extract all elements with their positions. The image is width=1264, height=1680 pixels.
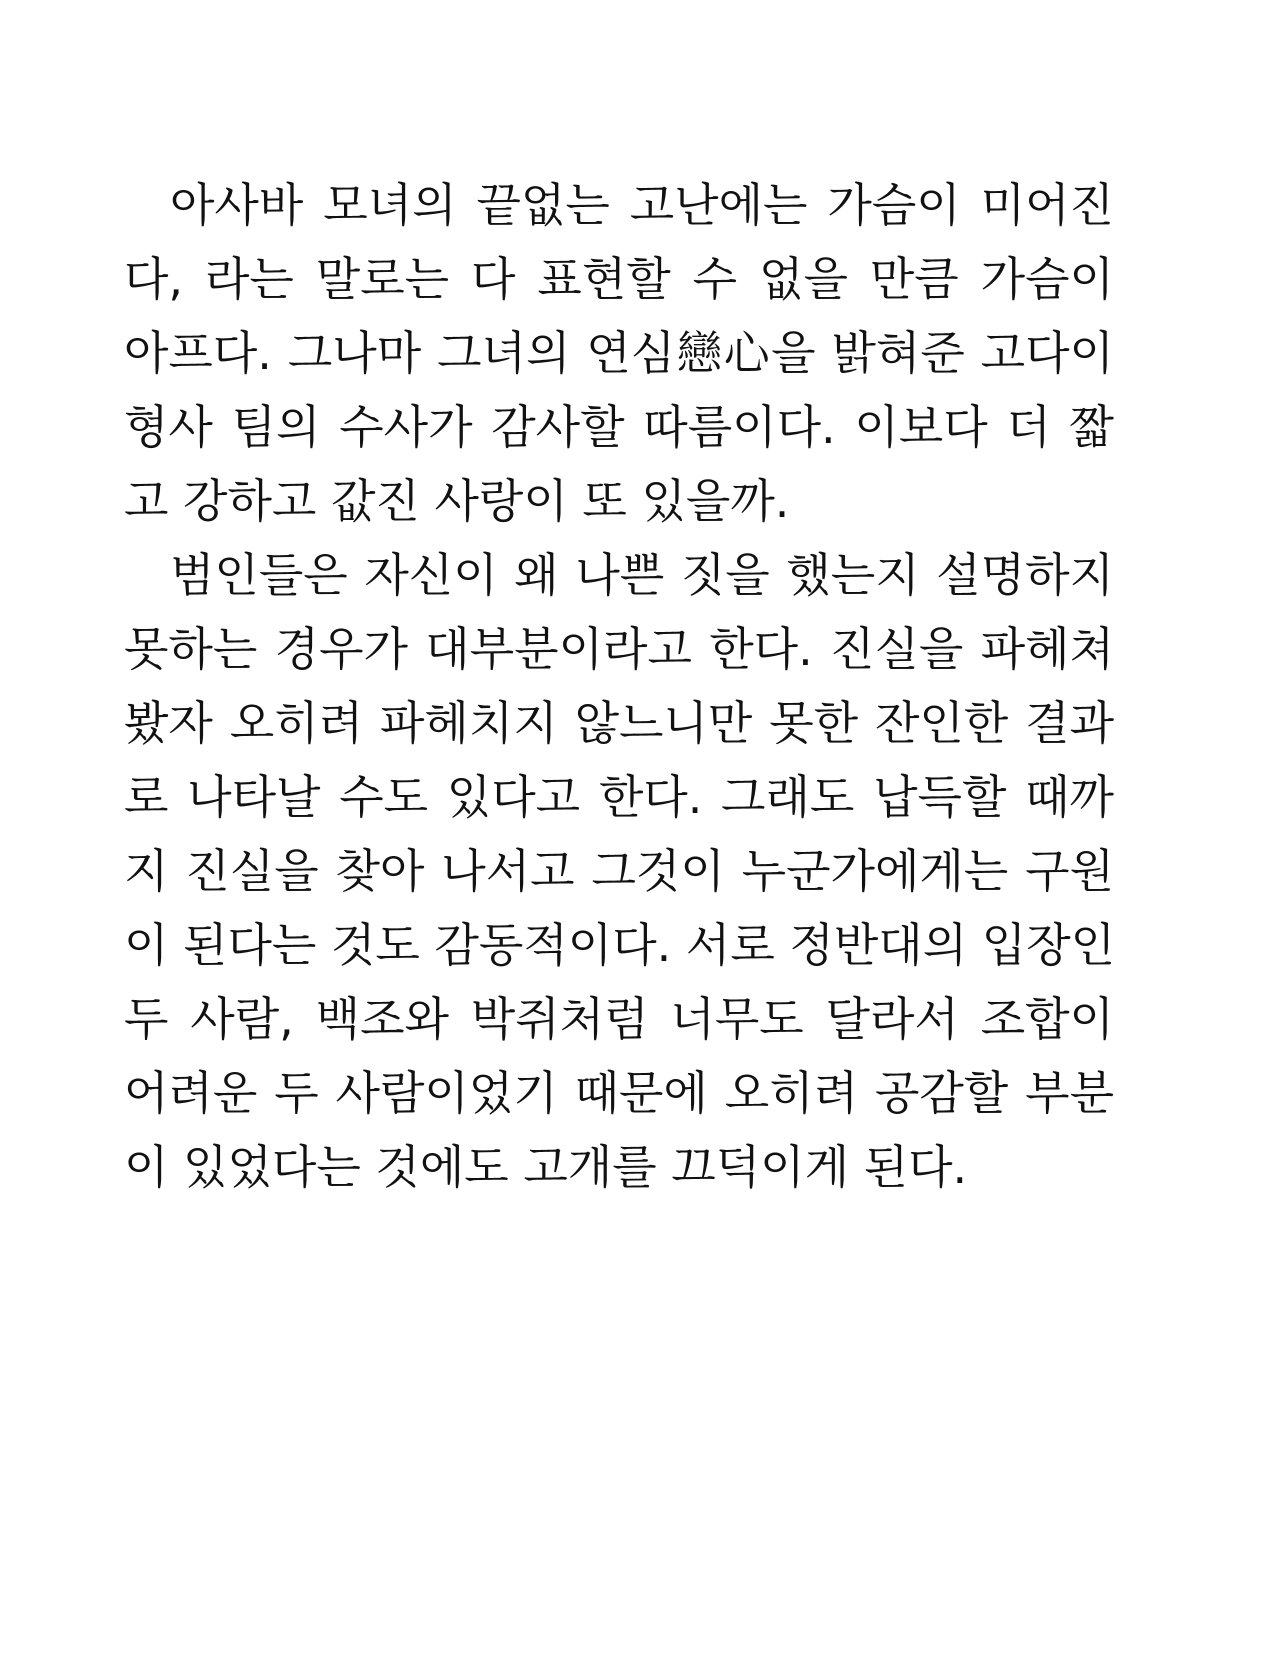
text-line: 봤자 오히려 파헤치지 않느니만 못한 잔인한 결과 xyxy=(124,696,1114,750)
text-line: 못하는 경우가 대부분이라고 한다. 진실을 파헤쳐 xyxy=(124,622,1114,676)
text-line: 이 있었다는 것에도 고개를 끄덕이게 된다. xyxy=(124,1140,968,1194)
text-line: 아사바 모녀의 끝없는 고난에는 가슴이 미어진 xyxy=(170,178,1114,232)
text-line: 어려운 두 사람이었기 때문에 오히려 공감할 부분 xyxy=(124,1066,1114,1120)
paragraph-2 xyxy=(124,538,1114,1204)
text-line: 아프다. 그나마 그녀의 연심戀心을 밝혀준 고다이 xyxy=(124,326,1114,380)
text-line: 범인들은 자신이 왜 나쁜 짓을 했는지 설명하지 xyxy=(170,548,1114,602)
text-line: 형사 팀의 수사가 감사할 따름이다. 이보다 더 짧 xyxy=(124,400,1114,454)
text-line: 고 강하고 값진 사랑이 또 있을까. xyxy=(124,474,790,528)
body-text xyxy=(124,168,1114,1204)
text-line: 지 진실을 찾아 나서고 그것이 누군가에게는 구원 xyxy=(124,844,1114,898)
paragraph-1 xyxy=(124,168,1114,538)
text-line: 로 나타날 수도 있다고 한다. 그래도 납득할 때까 xyxy=(124,770,1114,824)
text-line: 이 된다는 것도 감동적이다. 서로 정반대의 입장인 xyxy=(124,918,1116,972)
text-line: 다, 라는 말로는 다 표현할 수 없을 만큼 가슴이 xyxy=(124,252,1114,306)
text-line: 두 사람, 백조와 박쥐처럼 너무도 달라서 조합이 xyxy=(124,992,1114,1046)
